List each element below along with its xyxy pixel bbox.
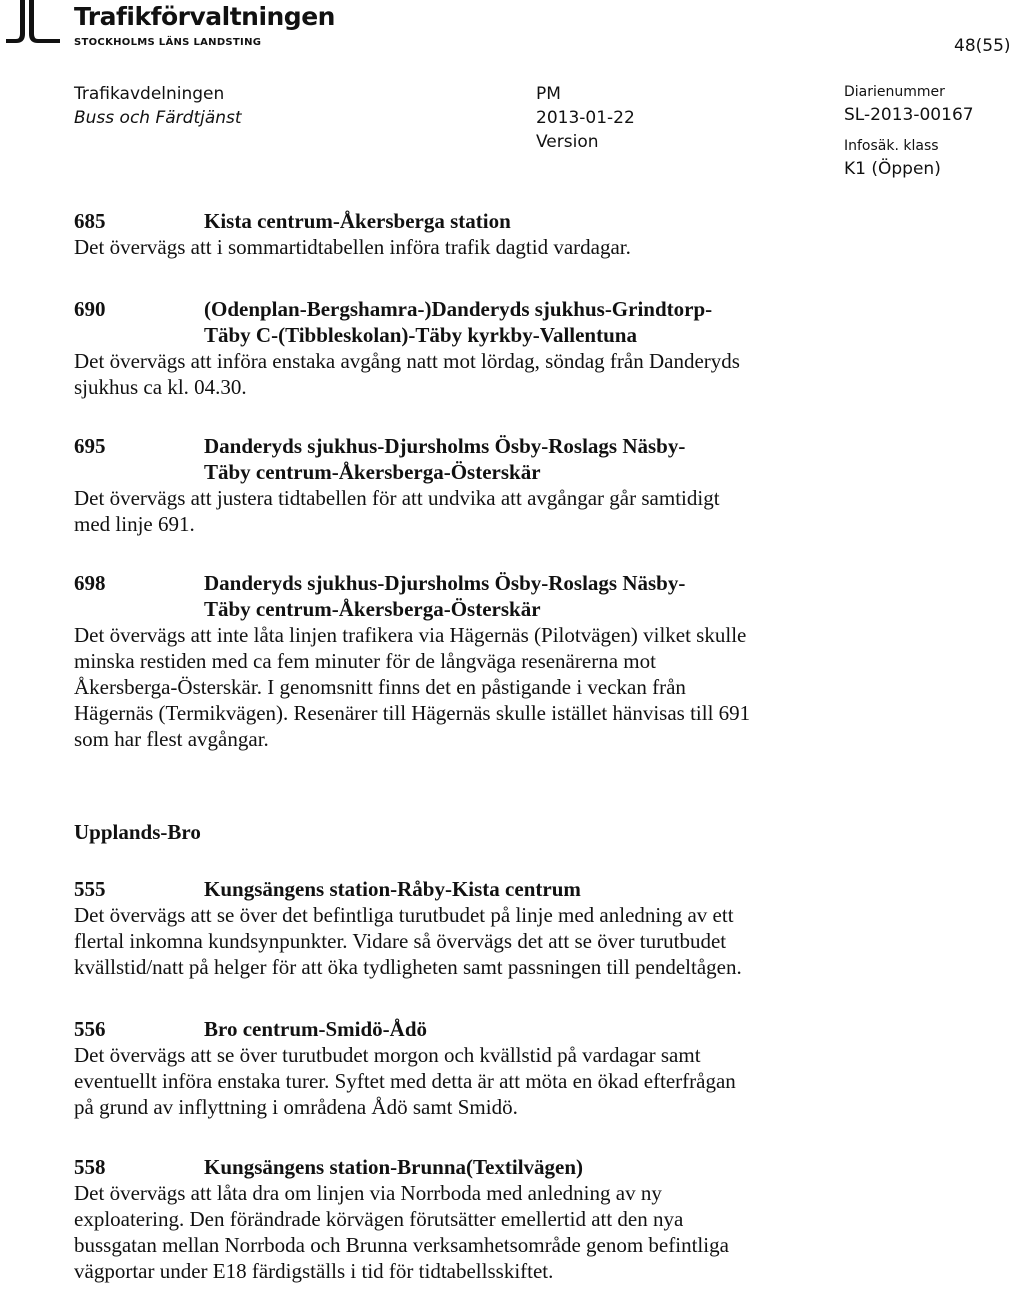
route-description: eventuellt införa enstaka turer. Syftet med detta är att möta en ökad efterfrågan (74, 1069, 736, 1093)
brand-subtitle: STOCKHOLMS LÄNS LANDSTING (74, 37, 262, 48)
route-name: Kungsängens station-Råby-Kista centrum (204, 877, 581, 901)
route-name: Täby centrum-Åkersberga-Österskär (204, 597, 541, 621)
route-name: Danderyds sjukhus-Djursholms Ösby-Roslags Näsby- (204, 434, 686, 458)
route-name: Täby C-(Tibbleskolan)-Täby kyrkby-Vallentuna (204, 323, 637, 347)
document-type: PM (536, 84, 561, 104)
document-date: 2013-01-22 (536, 108, 635, 128)
route-number: 695 (74, 434, 106, 458)
route-description: bussgatan mellan Norrboda och Brunna verksamhetsområde genom befintliga (74, 1233, 729, 1257)
route-name: Kungsängens station-Brunna(Textilvägen) (204, 1155, 584, 1179)
route-section-558 (74, 1154, 874, 1284)
department: Trafikavdelningen (74, 84, 225, 104)
route-section-556 (74, 1016, 874, 1120)
region-heading: Upplands-Bro (74, 820, 201, 844)
route-description: på grund av inflyttning i områdena Ådö samt Smidö. (74, 1095, 518, 1119)
route-description: flertal inkomna kundsynpunkter. Vidare så övervägs det att se över turutbudet (74, 929, 727, 953)
route-section-690 (74, 296, 874, 400)
page-number: 48(55) (954, 36, 1011, 56)
document-version-label: Version (536, 132, 599, 152)
route-description: med linje 691. (74, 512, 195, 536)
route-section-695 (74, 433, 874, 537)
logo (6, 0, 62, 46)
route-description: som har flest avgångar. (74, 727, 269, 751)
unit: Buss och Färdtjänst (74, 108, 242, 128)
route-number: 698 (74, 571, 106, 595)
brand-name: Trafikförvaltningen (74, 2, 335, 31)
classification-value: K1 (Öppen) (844, 159, 941, 179)
department-block (74, 82, 242, 130)
route-description: vägportar under E18 färdigställs i tid för tidtabellsskiftet. (74, 1259, 554, 1283)
route-description: Det övervägs att i sommartidtabellen införa trafik dagtid vardagar. (74, 235, 631, 259)
classification-label: Infosäk. klass (844, 138, 939, 154)
route-description: Det övervägs att se över turutbudet morgon och kvällstid på vardagar samt (74, 1043, 701, 1067)
route-description: Det övervägs att låta dra om linjen via Norrboda med anledning av ny (74, 1181, 662, 1205)
route-description: Det övervägs att se över det befintliga turutbudet på linje med anledning av ett (74, 903, 734, 927)
route-number: 685 (74, 209, 106, 233)
route-number: 555 (74, 877, 106, 901)
route-description: Åkersberga-Österskär. I genomsnitt finns det en påstigande i veckan från (74, 675, 686, 699)
registry-block (844, 82, 974, 182)
route-number: 556 (74, 1017, 106, 1041)
route-name: (Odenplan-Bergshamra-)Danderyds sjukhus-Grindtorp- (204, 297, 713, 321)
registry-number: SL-2013-00167 (844, 105, 974, 125)
logo-mark-icon (6, 0, 62, 46)
route-description: Det övervägs att justera tidtabellen för att undvika att avgångar går samtidigt (74, 486, 720, 510)
route-name: Danderyds sjukhus-Djursholms Ösby-Roslags Näsby- (204, 571, 686, 595)
route-description: Hägernäs (Termikvägen). Resenärer till Hägernäs skulle istället hänvisas till 691 (74, 701, 751, 725)
route-description: Det övervägs att införa enstaka avgång natt mot lördag, söndag från Danderyds (74, 349, 740, 373)
route-name: Täby centrum-Åkersberga-Österskär (204, 460, 541, 484)
route-description: minska restiden med ca fem minuter för de långväga resenärerna mot (74, 649, 656, 673)
registry-label: Diarienummer (844, 84, 945, 100)
route-number: 558 (74, 1155, 106, 1179)
route-number: 690 (74, 297, 106, 321)
route-name: Kista centrum-Åkersberga station (204, 209, 511, 233)
route-description: sjukhus ca kl. 04.30. (74, 375, 247, 399)
route-description: Det övervägs att inte låta linjen trafikera via Hägernäs (Pilotvägen) vilket skulle (74, 623, 747, 647)
route-section-555 (74, 876, 874, 980)
route-section-698 (74, 570, 874, 752)
document-info-block (536, 82, 635, 154)
route-description: exploatering. Den förändrade körvägen förutsätter emellertid att den nya (74, 1207, 684, 1231)
route-name: Bro centrum-Smidö-Ådö (204, 1017, 428, 1041)
route-description: kvällstid/natt på helger för att öka tydligheten samt passningen till pendeltågen. (74, 955, 742, 979)
route-section-685 (74, 208, 874, 260)
